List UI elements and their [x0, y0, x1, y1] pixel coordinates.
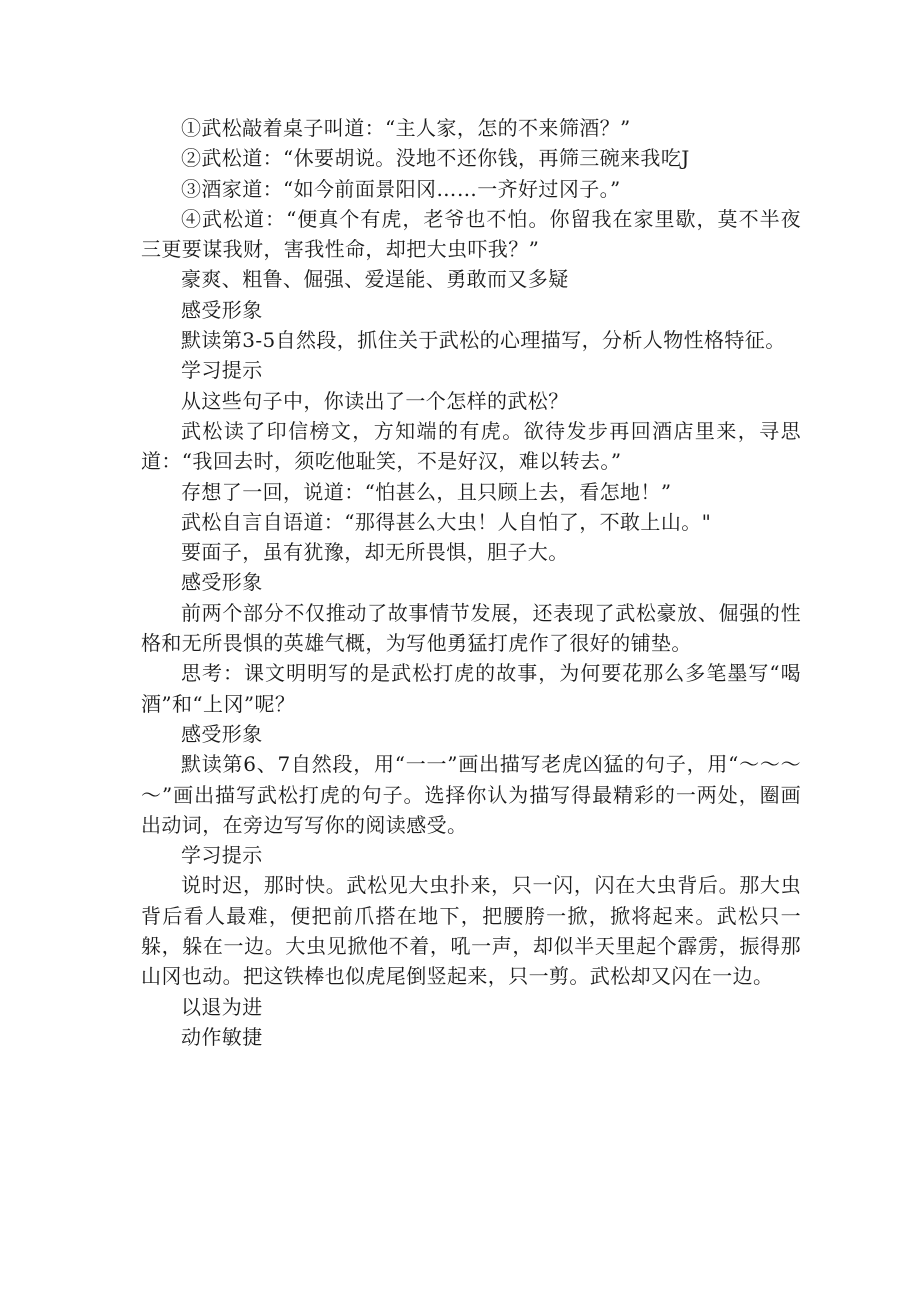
paragraph-21: 以退为进: [181, 994, 263, 1019]
paragraph-15: 前两个部分不仅推动了故事情节发展，还表现了武松豪放、倔强的性格和无所畏惧的英雄气概，为写他勇猛打虎作了很好的铺垫。: [141, 600, 801, 656]
paragraph-7: 默读第3-5自然段，抓住关于武松的心理描写，分析人物性格特征。: [181, 328, 786, 353]
paragraph-12: 武松自言自语道：“那得甚么大虫！人自怕了，不敢上山。": [181, 509, 712, 534]
paragraph-2: ②武松道：“休要胡说。没地不还你钱，再筛三碗来我吃J: [181, 146, 690, 171]
paragraph-13: 要面子，虽有犹豫，却无所畏惧，胆子大。: [181, 540, 569, 565]
paragraph-19: 学习提示: [181, 843, 263, 868]
document-body: [141, 113, 801, 1052]
paragraph-16: 思考：课文明明写的是武松打虎的故事，为何要花那么多笔墨写“喝酒”和“上冈”呢？: [141, 661, 801, 716]
paragraph-4: ④武松道：“便真个有虎，老爷也不怕。你留我在家里歇，莫不半夜三更要谋我财，害我性命，却把大虫吓我？”: [141, 206, 801, 262]
paragraph-1: ①武松敲着桌子叫道：“主人家，怎的不来筛酒？”: [181, 116, 631, 140]
paragraph-11: 存想了一回，说道：“怕甚么，且只顾上去，看怎地！”: [181, 479, 672, 504]
paragraph-22: 动作敏捷: [181, 1024, 263, 1049]
paragraph-3: ③酒家道：“如今前面景阳冈……一齐好过冈子。”: [181, 176, 621, 201]
paragraph-17: 感受形象: [181, 721, 263, 746]
paragraph-5: 豪爽、粗鲁、倔强、爱逞能、勇敢而又多疑: [181, 267, 569, 292]
paragraph-18: 默读第6、7自然段，用“一一”画出描写老虎凶猛的句子，用“～～～～”画出描写武松打虎的句子。选择你认为描写得最精彩的一两处，圈画出动词，在旁边写写你的阅读感受。: [141, 752, 801, 837]
paragraph-6: 感受形象: [181, 297, 263, 322]
paragraph-20: 说时迟，那时快。武松见大虫扑来，只一闪，闪在大虫背后。那大虫背后看人最难，便把前爪搭在地下，把腰胯一掀，掀将起来。武松只一躲，躲在一边。大虫见掀他不着，吼一声，却似半天里起个霹雳，振得那山冈也动。把这铁棒也似虎尾倒竖起来，只一剪。武松却又闪在一边。: [141, 873, 801, 989]
paragraph-10: 武松读了印信榜文，方知端的有虎。欲待发步再回酒店里来，寻思道：“我回去时，须吃他耻笑，不是好汉，难以转去。”: [141, 418, 801, 474]
paragraph-14: 感受形象: [181, 570, 263, 595]
paragraph-8: 学习提示: [181, 358, 263, 383]
paragraph-9: 从这些句子中，你读出了一个怎样的武松？: [181, 388, 569, 413]
